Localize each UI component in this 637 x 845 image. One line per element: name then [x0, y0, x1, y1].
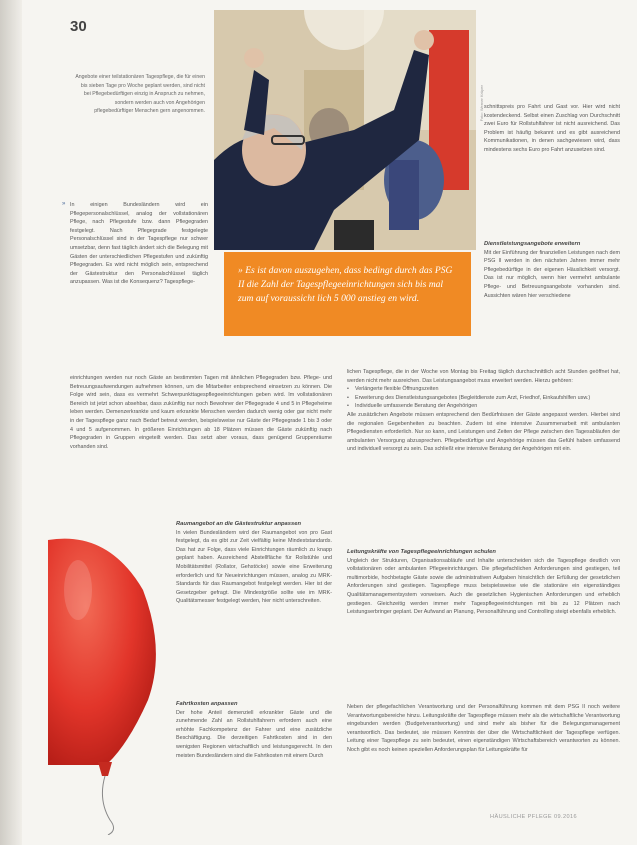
heading-fahrtkosten: Fahrtkosten anpassen	[176, 701, 238, 707]
text-fahrtkosten: Der hohe Anteil demenziell erkrankter Gäste und die zunehmende Zahl an Rollstuhlfahrern erfordern auch eine erhöhte Fachkompetenz der Fahrer und eine zusätzliche Beschäftigung. Die derzeitigen Fahrtkosten sind in den wenigsten Regionen wirtschaftlich und leistungsgerecht. In den meisten Bundesländern sind die Fahrtkosten mit einem Durch	[176, 709, 332, 759]
column-mid	[347, 368, 620, 454]
bullet-list	[347, 385, 620, 411]
column-dienstleistung	[484, 240, 620, 300]
photo-exercise-group	[214, 10, 476, 250]
column-left-wide	[70, 374, 332, 451]
text-bottom: Neben der pflegefachlichen Verantwortung und der Personalführung kommen mit dem PSG II noch weitere Verantwortungsbereiche hinzu. Leitungskräfte der Tagespflege müssen mehr als die wirtschaftliche Verantwortung eingebunden werden (Budgetverantwortung) und sind mehr als bisher für die Belegungsmanagement verantwortlich. Das bedeutet, sie müssen Kenntnis der über die Wirtschaftlichkeit der Tagespflege verfügen. Leitung einer Tagespflege zu sein bedeutet, einen eigenständigen Wirtschaftsbereich verantworten zu können. Noch gibt es noch keinen speziellen Anforderungsplan für Leitungskräfte für	[347, 704, 620, 753]
page-footer: HÄUSLICHE PFLEGE 09.2016	[490, 814, 578, 820]
text-intro: In einigen Bundesländern wird ein Pflegepersonalschlüssel, analog der vollstationären Pflege, nach Pflegestufe bzw. dann Pflegegraden festgelegt. Nach Pflegegrade festgelegte Personalschlüssel sind in der Tagespflege nur schwer umsetzbar, denn fast täglich ändert sich die Belegung mit Gästen der unterschiedlichen Pflegestufen und zukünftig Pflegegraden. Es wird nicht möglich sein, entsprechend der Gästestruktur den Personalschlüssel täglich anzupassen. Was ist die Konsequenz? Tagespflege-	[70, 202, 208, 286]
column-raumangebot	[176, 520, 332, 606]
text-dienstleistung: Mit der Einführung der finanziellen Leistungen nach dem PSG II werden in den nächsten Jahren immer mehr Pflegebedürftige in der eigenen Häuslichkeit versorgt. Das ist nur möglich, wenn hier vermehrt ambulante Pflege- und Betreuungsangebote vorhanden sind. Aussichten wären hier verschiedene	[484, 249, 620, 299]
page-spine	[0, 0, 22, 845]
column-fahrtkosten	[176, 700, 332, 760]
list-item: • Verlängerte flexible Öffnungszeiten	[355, 385, 620, 394]
red-balloon-illustration	[48, 530, 158, 840]
list-item: • Erweiterung des Dienstleistungsangebotes (Begleitdienste zum Arzt, Friedhof, Einkaufshilfen usw.)	[355, 394, 620, 403]
photo-illustration	[214, 10, 476, 250]
column-right-top	[484, 103, 620, 155]
column-bottom	[347, 703, 620, 755]
heading-dienstleistung: Dienstleistungsangebote erweitern	[484, 241, 581, 247]
text-mid-2: Alle zusätzlichen Angebote müssen entsprechend den Bedürfnissen der Gäste angepasst werden. Hierbei sind die regionalen Gegebenheiten zu beachten. Zudem ist eine intensive Zusammenarbeit mit ambulanten Pflegediensten erforderlich. Nur so kann, und Leistungen und Zeiten der Pflege zwischen den Tagesabläufen der ambulanten Versorgung abzusprechen. Pflegebedürftige und Angehörige müssen das Gefühl haben umfassend und individuell versorgt zu sein. Das schließt eine intensive Beratung der Angehörigen mit ein.	[347, 411, 620, 453]
text-mid: lichen Tagespflege, die in der Woche von Montag bis Freitag täglich durchschnittlich acht Stunden geöffnet hat, werden nicht mehr ausreichen. Das Leistungsangebot muss erweitert werden. Hierzu gehören:	[347, 369, 620, 384]
heading-raumangebot: Raumangebot an die Gästestruktur anpassen	[176, 521, 301, 527]
balloon-icon	[48, 530, 158, 835]
list-item: • Individuelle umfassende Beratung der Angehörigen	[355, 402, 620, 411]
page-number: 30	[70, 18, 87, 35]
column-leitung	[347, 548, 620, 617]
heading-leitung: Leitungskräfte von Tagespflegeeinrichtungen schulen	[347, 549, 496, 555]
pull-quote-text: » Es ist davon auszugehen, dass bedingt durch das PSG II die Zahl der Tagespflegeeinrichtungen sich bis mal zum auf voraussicht lich 5 000 anstieg en wird.	[238, 265, 453, 305]
text-leitung: Ungleich der Strukturen, Organisationsabläufe und Inhalte unterscheiden sich die Tagespflege deutlich von vollstationären oder ambulanten Pflegeeinrichtungen. Die pflegefachlichen Anforderungen sind gestiegen, teil multimorbide, hochbetagte Gäste sowie die administrativen Aufgaben hinsichtlich der Erfüllung der gesetzlichen Anforderungen sind gestiegen. Tagespflege muss beispielsweise wie die stationäre ein eigenständiges Qualitätsmanagementsystem vorweisen. Auch die gesetzlichen Hygienischen Anforderungen und erheblich gestiegen. Gleichzeitig werden immer mehr Tagespflegeeinrichtungen mit bis zu 12 Plätzen nach Leistungserbringer geplant. Der Aufwand an Planung, Personalführung und Controlling steigt ebenfalls erheblich.	[347, 557, 620, 616]
text-right-top: schnittspreis pro Fahrt und Gast vor. Hier wird nicht kostendeckend. Selbst einen Zuschlag von Durchschnitt zwei Euro für Rollstuhlfahrer ist nicht ausreichend. Das Problem ist häufig bekannt und es gibt ausreichend Kommunikationen, in denen sachgewiesen wird, dass mindestens sechs Euro pro Fahrt anzusetzen sind.	[484, 104, 620, 153]
text-raumangebot: In vielen Bundesländern wird der Raumangebot von pro Gast festgelegt, da es gibt zur Zeit vielfältig keine Mindeststandards. Das hat zur Folge, dass viele Einrichtungen räumlich zu knapp geplant haben. Ausreichend Abstellfläche für Rollstühle und Mobilitätsmittel (Rollator, Gehstöcke) sowie eine Erweiterung erforderlich und für Neueinrichtungen müssen, analog zu MRK-Standards für das Raumangebot festgelegt werden. Hier ist der Gesetzgeber gefragt. Die Mindestgröße sollte wie im MRK-Qualitätsmesser festgelegt werden, hier nicht unterschreiten.	[176, 529, 332, 605]
column-left-intro	[70, 201, 208, 287]
pull-quote	[224, 252, 471, 336]
photo-caption: Angebote einer teilstationären Tagespflege, die für einen bis sieben Tage pro Woche geplant werden, sind nicht bei Pflegebedürftigen einzig in Anspruch zu nehmen, sondern werden auch von Angehörigen pflegebedürftiger Menschen gern angenommen.	[75, 74, 205, 115]
text-wide: einrichtungen werden nur noch Gäste an bestimmten Tagen mit ähnlichen Pflegegraden bzw. Pflege- und Betreuungsaufwendungen aufnehmen können, um die Mitarbeiter entsprechend einsetzen zu können. Die Folge wird sein, dass es vermehrt Schwerpunkttagespflegeeinrichtungen geben wird. Im vollstationären Bereich ist jetzt schon absehbar, dass zukünftig nur noch Bewohner der Pflegegrade 4 und 5 in Pflegeheime leben werden. Demenzerkrankte und kaum erkrankte Menschen werden dadurch wenig oder gar nicht mehr in der Tagespflege ganz nach Bedarf betreut werden, beispielsweise nur Gäste der Pflegegrade 1 bis 3 oder 4 und 5 aufgenommen. In größeren Einrichtungen ab 18 Plätzen müssen die Gäste zukünftig nach Pflegegraden in Gruppen eingeteilt werden. Das setzt aber voraus, dass genügend Gruppenräume vorhanden sind.	[70, 375, 332, 450]
paragraph-marker-icon: »	[62, 201, 66, 207]
photo-credit: Foto: Werner Krüper	[479, 85, 484, 122]
